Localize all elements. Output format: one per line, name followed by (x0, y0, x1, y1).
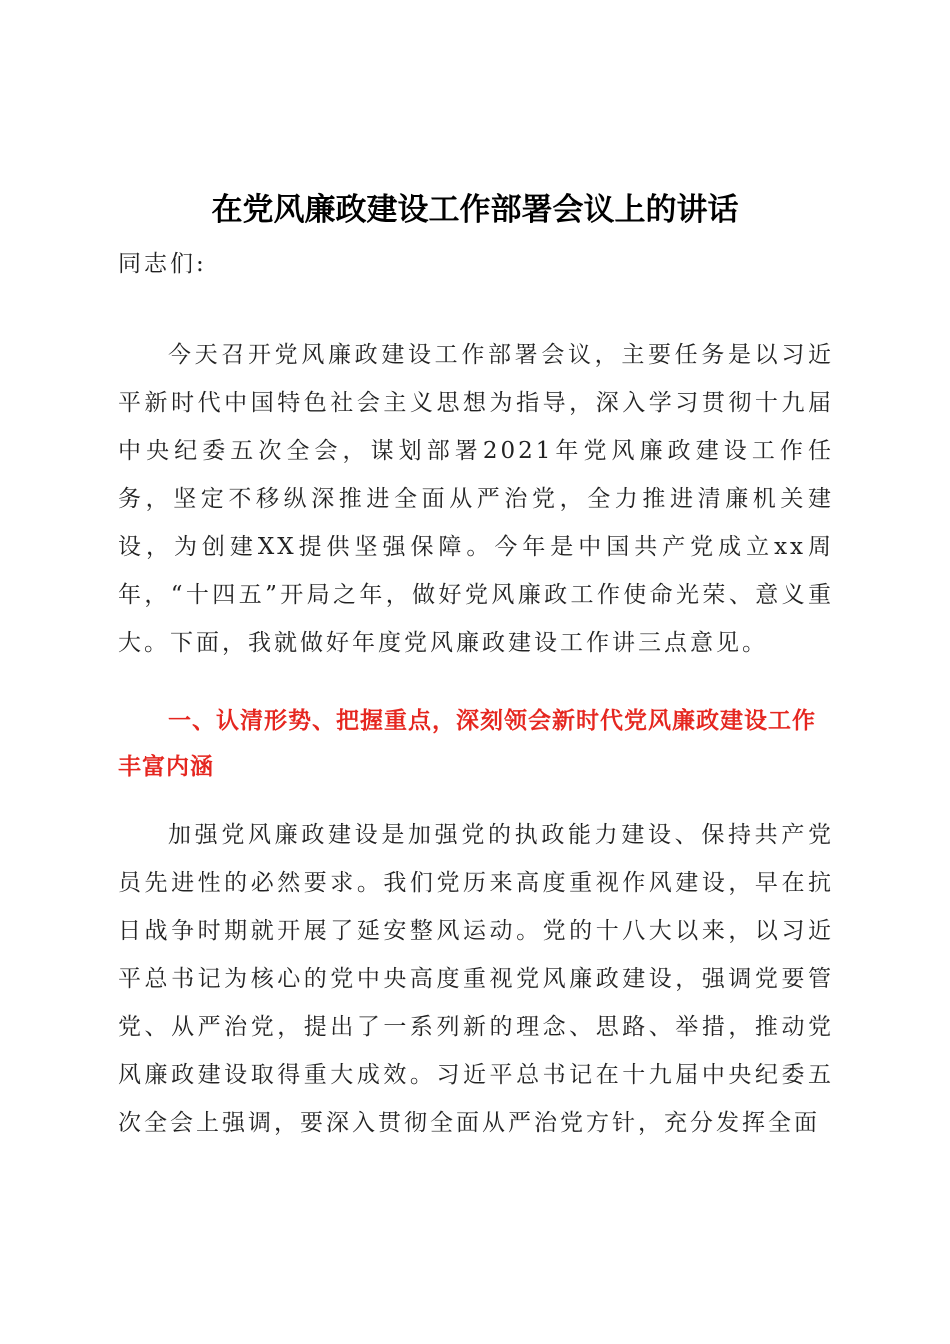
paragraph-1: 今天召开党风廉政建设工作部署会议，主要任务是以习近平新时代中国特色社会主义思想为指导，深入学习贯彻十九届中央纪委五次全会，谋划部署2021年党风廉政建设工作任务，坚定不移纵深推进全面从严治党，全力推进清廉机关建设，为创建XX提供坚强保障。今年是中国共产党成立xx周年，“十四五”开局之年，做好党风廉政工作使命光荣、意义重大。下面，我就做好年度党风廉政建设工作讲三点意见。 (118, 342, 834, 656)
document-title: 在党风廉政建设工作部署会议上的讲话 (211, 192, 739, 228)
paragraph-2: 加强党风廉政建设是加强党的执政能力建设、保持共产党员先进性的必然要求。我们党历来高度重视作风建设，早在抗日战争时期就开展了延安整风运动。党的十八大以来，以习近平总书记为核心的党中央高度重视党风廉政建设，强调党要管党、从严治党，提出了一系列新的理念、思路、举措，推动党风廉政建设取得重大成效。习近平总书记在十九届中央纪委五次全会上强调，要深入贯彻全面从严治党方针，充分发挥全面 (118, 822, 834, 1136)
salutation: 同志们: (118, 251, 207, 277)
section-heading-1: 一、认清形势、把握重点，深刻领会新时代党风廉政建设工作丰富内涵 (118, 708, 816, 780)
